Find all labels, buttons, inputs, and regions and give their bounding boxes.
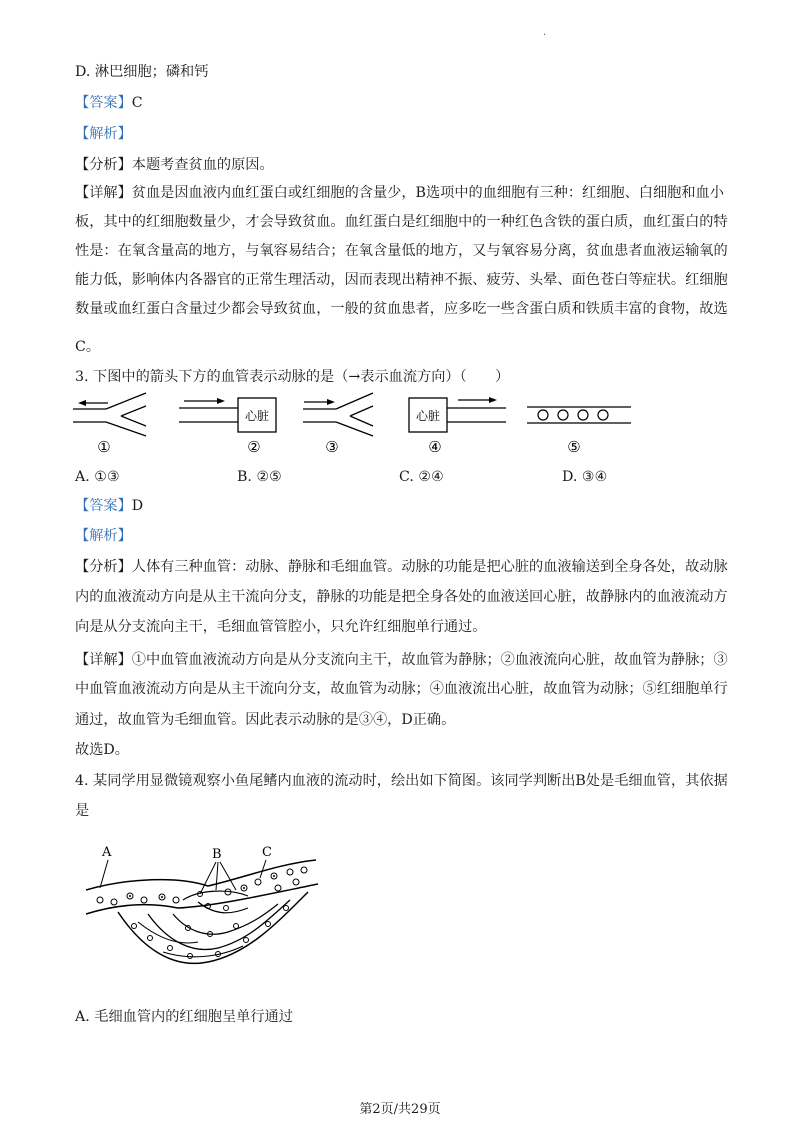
figure-label-c: C: [262, 845, 272, 860]
q3-figure: [60, 390, 660, 458]
fenxi-text: 人体有三种血管：动脉、静脉和毛细血管。动脉的功能是把心脏的血液输送到全身各处，故动脉: [131, 559, 728, 575]
q2-xiangjie-line-5: 数量或血红蛋白含量过少都会导致贫血，一般的贫血患者，应多吃一些含蛋白质和铁质丰富的食物，故选: [75, 301, 728, 317]
figure-label-a: A: [102, 845, 112, 860]
q3-fenxi-line-3: 向是从分支流向主干，毛细血管管腔小，只允许红细胞单行通过。: [75, 619, 487, 635]
jiexi-tag: 【解析】: [75, 126, 132, 142]
answer-tag: 【答案】: [75, 498, 132, 514]
q3-xiangjie-line-3: 通过，故血管为毛细血管。因此表示动脉的是③④，D正确。: [75, 712, 456, 728]
heart-label: 心脏: [415, 409, 441, 423]
top-mark: ·: [543, 30, 547, 41]
q3-option-b: B. ②⑤: [237, 469, 282, 485]
figure-label-1: ①: [97, 438, 111, 456]
xiangjie-text: ①中血管血液流动方向是从分支流向主干，故血管为静脉；②血液流向心脏，故血管为静脉；③: [131, 652, 728, 668]
q3-fenxi-line-2: 内的血液流动方向是从主干流向分支，静脉的功能是把全身各处的血液送回心脏，故静脉内的血液流动方: [75, 589, 728, 605]
q2-answer: [75, 93, 143, 113]
vessel-3: [303, 393, 373, 436]
answer-value: C: [131, 95, 143, 111]
heart-label: 心脏: [244, 409, 270, 423]
fenxi-text: 本题考查贫血的原因。: [131, 157, 274, 173]
q2-option-d: D. 淋巴细胞；磷和钙: [75, 64, 209, 80]
figure-label-4: ④: [428, 438, 442, 456]
q3-conclusion: 故选D。: [75, 742, 129, 758]
q4-stem-line-1: 4. 某同学用显微镜观察小鱼尾鳍内血液的流动时，绘出如下简图。该同学判断出B处是毛细血管，其依据: [75, 773, 728, 789]
jiexi-tag: 【解析】: [75, 528, 132, 544]
answer-value: D: [131, 498, 144, 514]
q3-xiangjie-line-2: 中血管血液流动方向是从主干流向分支，故血管为动脉；④血液流出心脏，故血管为动脉；⑤红细胞单行: [75, 681, 728, 697]
vessel-1: [73, 393, 146, 436]
figure-label-2: ②: [247, 438, 261, 456]
xiangjie-text: 贫血是因血液内血红蛋白或红细胞的含量少，B选项中的血细胞有三种：红细胞、白细胞和血小: [131, 185, 724, 201]
q3-fenxi-line-1: [75, 557, 728, 577]
q3-stem: 3. 下图中的箭头下方的血管表示动脉的是（→表示血流方向）（ ）: [75, 369, 510, 385]
q2-xiangjie-line-1: [75, 183, 724, 203]
q3-jiexi: [75, 526, 132, 546]
figure-label-b: B: [212, 847, 222, 862]
q4-stem-line-2: 是: [75, 803, 90, 819]
figure-label-5: ⑤: [567, 438, 581, 456]
q2-xiangjie-line-6: C。: [75, 339, 101, 355]
fenxi-tag: 【分析】: [75, 157, 132, 173]
vessel-4: [409, 397, 506, 432]
q2-xiangjie-line-2: 板，其中的红细胞数量少，才会导致贫血。血红蛋白是红细胞中的一种红色含铁的蛋白质，血红蛋白的特: [75, 214, 728, 230]
vessel-2: [179, 398, 276, 432]
xiangjie-tag: 【详解】: [75, 652, 132, 668]
vessel-5: [527, 407, 631, 423]
xiangjie-tag: 【详解】: [75, 185, 132, 201]
q3-option-c: C. ②④: [399, 469, 444, 485]
q2-jiexi: [75, 124, 132, 144]
figure-label-3: ③: [325, 438, 339, 456]
q3-answer: [75, 496, 143, 516]
fenxi-tag: 【分析】: [75, 559, 132, 575]
q3-xiangjie-line-1: [75, 650, 728, 670]
answer-tag: 【答案】: [75, 95, 132, 111]
q3-option-a: A. ①③: [75, 469, 120, 485]
q2-xiangjie-line-3: 性是：在氧含量高的地方，与氧容易结合；在氧含量低的地方，又与氧容易分离，贫血患者血液运输氧的: [75, 243, 728, 259]
q2-fenxi: [75, 155, 274, 175]
q4-option-a: A. 毛细血管内的红细胞呈单行通过: [75, 1009, 293, 1025]
q3-option-d: D. ③④: [562, 469, 608, 485]
q2-xiangjie-line-4: 能力低，影响体内各器官的正常生理活动，因而表现出精神不振、疲劳、头晕、面色苍白等症状。红细胞: [75, 272, 728, 288]
q4-figure: [78, 842, 348, 982]
page-footer: 第2页/共29页: [359, 1102, 441, 1117]
